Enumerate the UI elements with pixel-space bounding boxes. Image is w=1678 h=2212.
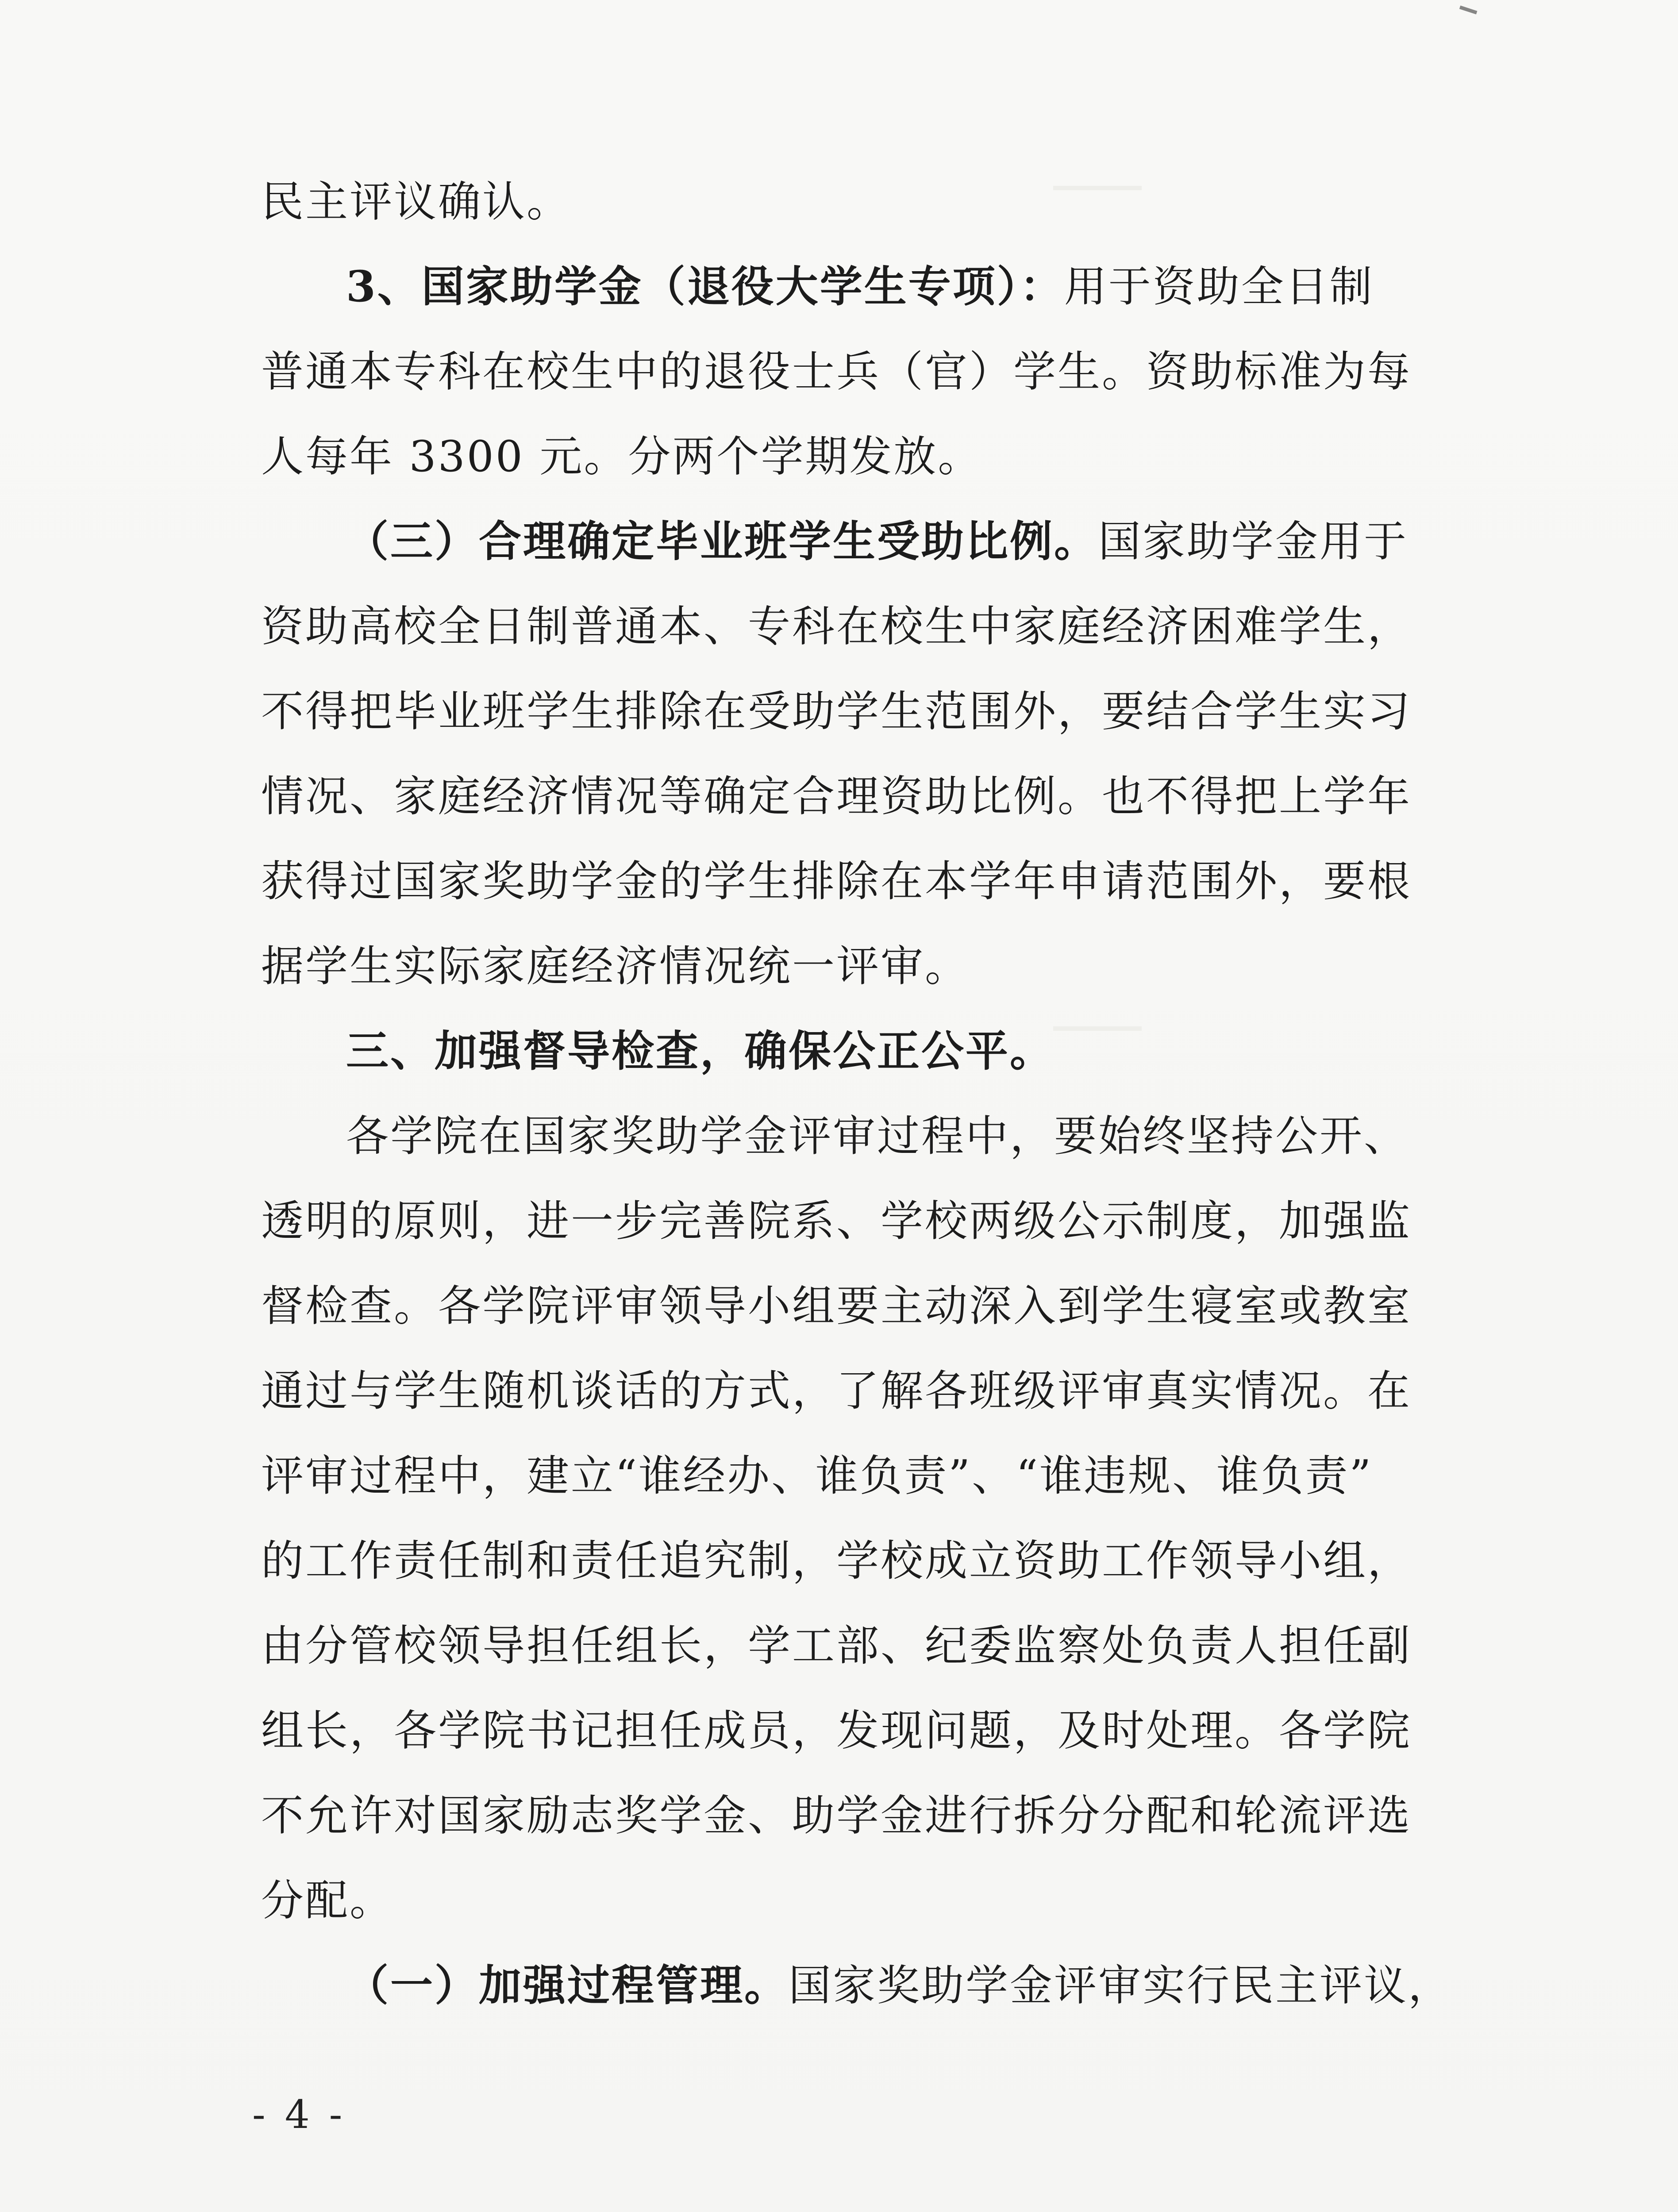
text-line: 组长，各学院书记担任成员，发现问题，及时处理。各学院	[261, 1706, 1412, 1755]
text-line: 不允许对国家励志奖学金、助学金进行拆分分配和轮流评选	[261, 1791, 1412, 1840]
text-line: 通过与学生随机谈话的方式，了解各班级评审真实情况。在	[261, 1366, 1412, 1416]
text-line: 的工作责任制和责任追究制，学校成立资助工作领导小组，	[261, 1536, 1412, 1586]
text-line	[261, 244, 1420, 329]
page-number: - 4 -	[252, 2092, 346, 2137]
text-run: 用于资助全日制	[1064, 262, 1374, 311]
document-body	[261, 159, 1452, 2028]
text-line: 评审过程中，建立“谁经办、谁负责”、“谁违规、谁负责”	[261, 1451, 1373, 1501]
text-line: 各学院在国家奖助学金评审过程中，要始终坚持公开、	[346, 1111, 1408, 1161]
text-line	[261, 499, 1420, 584]
text-run: 国家奖助学金评审实行民主评议，	[789, 1961, 1452, 2010]
text-line: 不得把毕业班学生排除在受助学生范围外，要结合学生实习	[261, 687, 1412, 736]
text-line: 资助高校全日制普通本、专科在校生中家庭经济困难学生，	[261, 602, 1412, 651]
text-line: 民主评议确认。	[261, 177, 571, 227]
text-line: 由分管校领导担任组长，学工部、纪委监察处负责人担任副	[261, 1621, 1412, 1671]
text-line: 分配。	[261, 1876, 394, 1925]
text-run: 国家助学金用于	[1098, 517, 1408, 566]
bold-lead: （一）加强过程管理。	[346, 1960, 789, 2010]
text-line: 获得过国家奖助学金的学生排除在本学年申请范围外，要根	[261, 856, 1412, 906]
scan-mark	[1457, 6, 1478, 23]
bold-lead: （三）合理确定毕业班学生受助比例。	[346, 516, 1098, 566]
text-line: 透明的原则，进一步完善院系、学校两级公示制度，加强监	[261, 1196, 1412, 1246]
text-line: 普通本专科在校生中的退役士兵（官）学生。资助标准为每	[261, 347, 1412, 396]
text-line: 情况、家庭经济情况等确定合理资助比例。也不得把上学年	[261, 772, 1412, 821]
section-heading: 三、加强督导检查，确保公正公平。	[346, 1026, 1054, 1076]
text-line: 督检查。各学院评审领导小组要主动深入到学生寝室或教室	[261, 1281, 1412, 1331]
bold-lead: 3、国家助学金（退役大学生专项）：	[346, 261, 1064, 311]
text-line: 据学生实际家庭经济情况统一评审。	[261, 941, 969, 991]
text-line	[261, 1943, 1452, 2028]
text-line: 人每年 3300 元。分两个学期发放。	[261, 432, 982, 481]
